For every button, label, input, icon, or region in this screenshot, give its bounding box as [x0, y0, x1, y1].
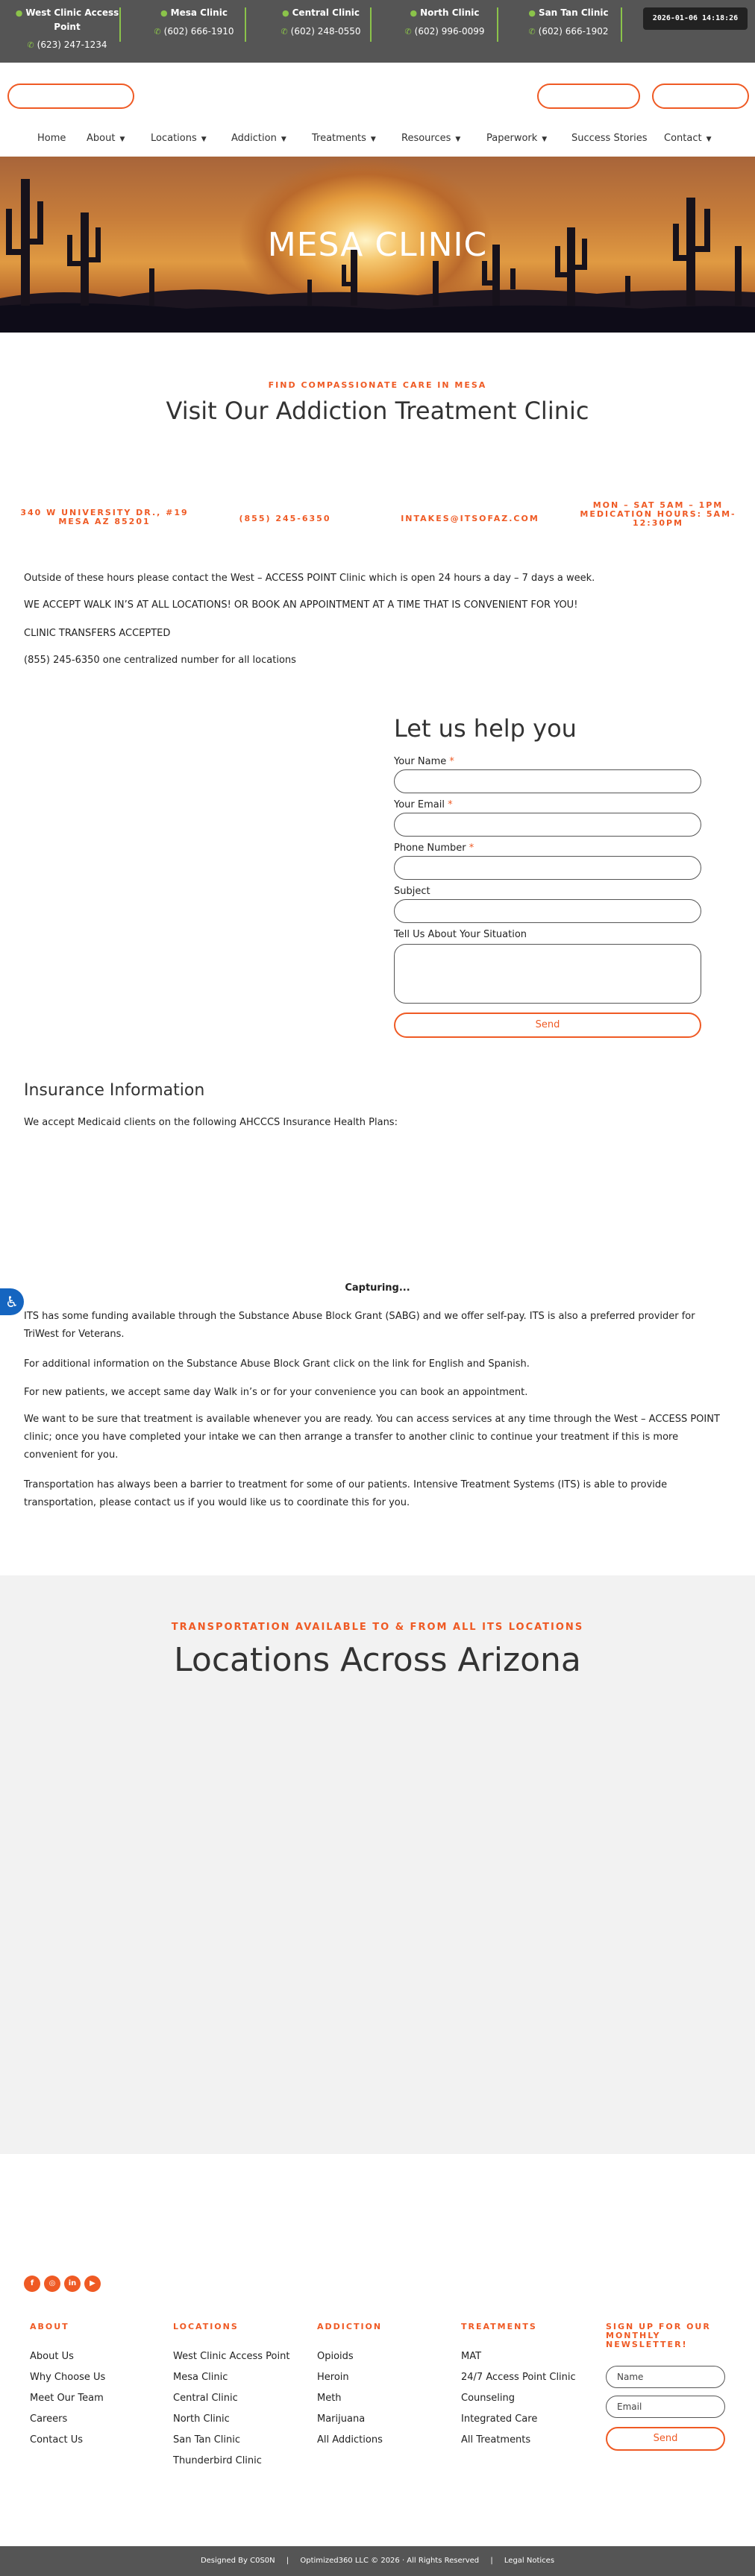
- linkedin-icon[interactable]: in: [64, 2276, 81, 2292]
- header-right-button-2[interactable]: [652, 84, 749, 109]
- locations-heading: Locations Across Arizona: [174, 1641, 581, 1679]
- footer-link[interactable]: Counseling: [461, 2393, 515, 2404]
- site-header: [0, 63, 755, 157]
- footer-link[interactable]: 24/7 Access Point Clinic: [461, 2372, 576, 2383]
- footer-addiction-title: ADDICTION: [317, 2322, 383, 2331]
- youtube-icon[interactable]: ▶: [84, 2276, 101, 2292]
- phone-icon: ✆: [528, 27, 536, 37]
- copyright: Optimized360 LLC © 2026 · All Rights Reserved: [300, 2557, 480, 2565]
- clinic-phone-link[interactable]: (855) 245-6350: [239, 514, 331, 523]
- insurance-intro: We accept Medicaid clients on the following AHCCCS Insurance Health Plans:: [24, 1117, 398, 1128]
- footer-bottom-bar: [0, 2546, 755, 2576]
- separator: |: [286, 2557, 289, 2565]
- separator: |: [490, 2557, 493, 2565]
- phone-input[interactable]: [394, 856, 701, 880]
- footer-link[interactable]: Meth: [317, 2393, 342, 2404]
- situation-textarea[interactable]: [394, 944, 701, 1004]
- designed-by[interactable]: Designed By C0S0N: [200, 2557, 275, 2565]
- form-title: Let us help you: [394, 714, 577, 743]
- hero-banner: [0, 157, 755, 333]
- footer-link[interactable]: Integrated Care: [461, 2413, 538, 2425]
- phone-icon: ✆: [404, 27, 412, 37]
- hero-title: MESA CLINIC: [267, 226, 488, 264]
- clinic-phone[interactable]: ✆ (602) 996-0099: [404, 26, 485, 37]
- divider: [497, 7, 498, 42]
- clinic-mesa[interactable]: [134, 6, 254, 55]
- footer-link[interactable]: Heroin: [317, 2372, 349, 2383]
- caret-down-icon: ▼: [119, 136, 125, 143]
- phone-icon: ✆: [281, 27, 288, 37]
- access-paragraph: We want to be sure that treatment is available whenever you are ready. You can access services at any time through the West – ACCESS POINT clinic; once you have completed your intake we can then arrange a transfer to another clinic to continue your treatment if this is more convenient for you.: [24, 1414, 720, 1461]
- situation-label: Tell Us About Your Situation: [394, 929, 527, 940]
- clinic-top-bar: [0, 0, 755, 63]
- map-pin-icon: ●: [15, 8, 23, 18]
- clinic-central[interactable]: [261, 6, 380, 55]
- footer-link[interactable]: North Clinic: [173, 2413, 230, 2425]
- divider: [621, 7, 622, 42]
- clinic-name: ● West Clinic Access Point: [15, 7, 119, 32]
- intro-heading: Visit Our Addiction Treatment Clinic: [166, 397, 589, 425]
- subject-label: Subject: [394, 886, 430, 897]
- divider: [245, 7, 246, 42]
- footer-link[interactable]: Meet Our Team: [30, 2393, 104, 2404]
- footer-link[interactable]: Opioids: [317, 2351, 354, 2362]
- footer-about-title: ABOUT: [30, 2322, 69, 2331]
- clinic-phone[interactable]: ✆ (602) 248-0550: [281, 26, 361, 37]
- nav-home[interactable]: Home: [37, 133, 66, 144]
- newsletter-name-input[interactable]: Name: [606, 2366, 725, 2388]
- footer-link[interactable]: Careers: [30, 2413, 68, 2425]
- sabg-link-paragraph[interactable]: For additional information on the Substance Abuse Block Grant click on the link for English and Spanish.: [24, 1358, 530, 1370]
- newsletter-email-input[interactable]: Email: [606, 2396, 725, 2418]
- caret-down-icon: ▼: [201, 136, 207, 143]
- legal-notices-link[interactable]: Legal Notices: [504, 2557, 555, 2565]
- subject-input[interactable]: [394, 899, 701, 923]
- sabg-paragraph: ITS has some funding available through the Substance Abuse Block Grant (SABG) and we offer self-pay. ITS is also a preferred provider for TriWest for Veterans.: [24, 1311, 695, 1340]
- locations-eyebrow: TRANSPORTATION AVAILABLE TO & FROM ALL ITS LOCATIONS: [171, 1622, 584, 1633]
- locations-section: [0, 1575, 755, 2154]
- clinic-hours: MON – SAT 5AM – 1PM MEDICATION HOURS: 5AM- 12:30PM: [580, 500, 736, 528]
- footer-link[interactable]: MAT: [461, 2351, 482, 2362]
- nav-treatments[interactable]: Treatments ▼: [312, 133, 376, 144]
- transportation-paragraph: Transportation has always been a barrier to treatment for some of our patients. Intensive Treatment Systems (ITS) is able to provide transportation, please contact us if you would like us to coordinate this for you.: [24, 1479, 668, 1508]
- map-pin-icon: ●: [282, 8, 289, 18]
- footer-link[interactable]: Contact Us: [30, 2434, 83, 2446]
- nav-success-stories[interactable]: Success Stories: [571, 133, 648, 144]
- central-number-note: (855) 245-6350 one centralized number for all locations: [24, 655, 296, 666]
- phone-icon: ✆: [154, 27, 161, 37]
- email-input[interactable]: [394, 813, 701, 837]
- footer-link[interactable]: All Addictions: [317, 2434, 383, 2446]
- name-label: Your Name *: [394, 756, 454, 767]
- nav-addiction[interactable]: Addiction ▼: [231, 133, 286, 144]
- divider: [119, 7, 121, 42]
- nav-locations[interactable]: Locations ▼: [151, 133, 207, 144]
- footer-link[interactable]: All Treatments: [461, 2434, 531, 2446]
- caret-down-icon: ▼: [455, 136, 461, 143]
- name-input[interactable]: [394, 769, 701, 793]
- clinic-west[interactable]: [4, 6, 130, 55]
- phone-label: Phone Number *: [394, 843, 474, 854]
- capturing-label: Capturing...: [345, 1282, 410, 1294]
- map-pin-icon: ●: [528, 8, 536, 18]
- caret-down-icon: ▼: [370, 136, 376, 143]
- hours-note: Outside of these hours please contact the West – ACCESS POINT Clinic which is open 24 hours a day – 7 days a week.: [24, 573, 595, 584]
- clinic-name: ● North Clinic: [410, 7, 480, 18]
- intro-eyebrow: FIND COMPASSIONATE CARE IN MESA: [268, 380, 487, 390]
- footer-link[interactable]: Central Clinic: [173, 2393, 238, 2404]
- nav-contact[interactable]: Contact ▼: [664, 133, 712, 144]
- newsletter-title: SIGN UP FOR OUR MONTHLY NEWSLETTER!: [606, 2322, 711, 2349]
- instagram-icon[interactable]: ◎: [44, 2276, 60, 2292]
- transfers-note: CLINIC TRANSFERS ACCEPTED: [24, 628, 171, 639]
- form-send-button[interactable]: Send: [394, 1013, 701, 1038]
- timestamp-overlay: 2026-01-06 14:18:26: [643, 7, 748, 30]
- clinic-address[interactable]: 340 W UNIVERSITY DR., #19 MESA AZ 85201: [20, 508, 189, 526]
- footer-link[interactable]: Why Choose Us: [30, 2372, 106, 2383]
- footer-link[interactable]: About Us: [30, 2351, 74, 2362]
- footer-link[interactable]: San Tan Clinic: [173, 2434, 241, 2446]
- footer-locations-title: LOCATIONS: [173, 2322, 239, 2331]
- clinic-phone[interactable]: ✆ (602) 666-1902: [528, 26, 609, 37]
- footer-treatments-title: TREATMENTS: [461, 2322, 537, 2331]
- clinic-phone[interactable]: ✆ (623) 247-1234: [27, 40, 107, 50]
- clinic-name: ● San Tan Clinic: [528, 7, 609, 18]
- nav-about[interactable]: About ▼: [87, 133, 125, 144]
- accessibility-icon: ♿: [5, 1293, 19, 1311]
- divider: [370, 7, 372, 42]
- footer-link[interactable]: Thunderbird Clinic: [173, 2455, 262, 2466]
- footer-link[interactable]: West Clinic Access Point: [173, 2351, 290, 2362]
- newsletter-send-button[interactable]: Send: [606, 2427, 725, 2451]
- clinic-phone[interactable]: ✆ (602) 666-1910: [154, 26, 234, 37]
- insurance-heading: Insurance Information: [24, 1081, 205, 1100]
- clinic-north[interactable]: [385, 6, 504, 55]
- footer-link[interactable]: Marijuana: [317, 2413, 366, 2425]
- caret-down-icon: ▼: [281, 136, 286, 143]
- nav-paperwork[interactable]: Paperwork ▼: [486, 133, 548, 144]
- map-pin-icon: ●: [410, 8, 418, 18]
- footer-link[interactable]: Mesa Clinic: [173, 2372, 228, 2383]
- clinic-name: ● Central Clinic: [282, 7, 360, 18]
- email-label: Your Email *: [394, 799, 453, 810]
- phone-icon: ✆: [27, 40, 34, 50]
- caret-down-icon: ▼: [542, 136, 548, 143]
- map-pin-icon: ●: [160, 8, 168, 18]
- clinic-san-tan[interactable]: [509, 6, 628, 55]
- header-left-button[interactable]: [7, 84, 134, 109]
- header-right-button-1[interactable]: [537, 84, 640, 109]
- walk-in-note: WE ACCEPT WALK IN’S AT ALL LOCATIONS! OR BOOK AN APPOINTMENT AT A TIME THAT IS CONVENIENT FOR YOU!: [24, 599, 578, 611]
- main-nav: [0, 130, 755, 148]
- clinic-email-link[interactable]: INTAKES@ITSOFAZ.COM: [401, 514, 539, 523]
- new-patients-paragraph: For new patients, we accept same day Walk in’s or for your convenience you can book an appointment.: [24, 1387, 528, 1398]
- caret-down-icon: ▼: [706, 136, 712, 143]
- clinic-name: ● Mesa Clinic: [160, 7, 228, 18]
- facebook-icon[interactable]: f: [24, 2276, 40, 2292]
- nav-resources[interactable]: Resources ▼: [401, 133, 461, 144]
